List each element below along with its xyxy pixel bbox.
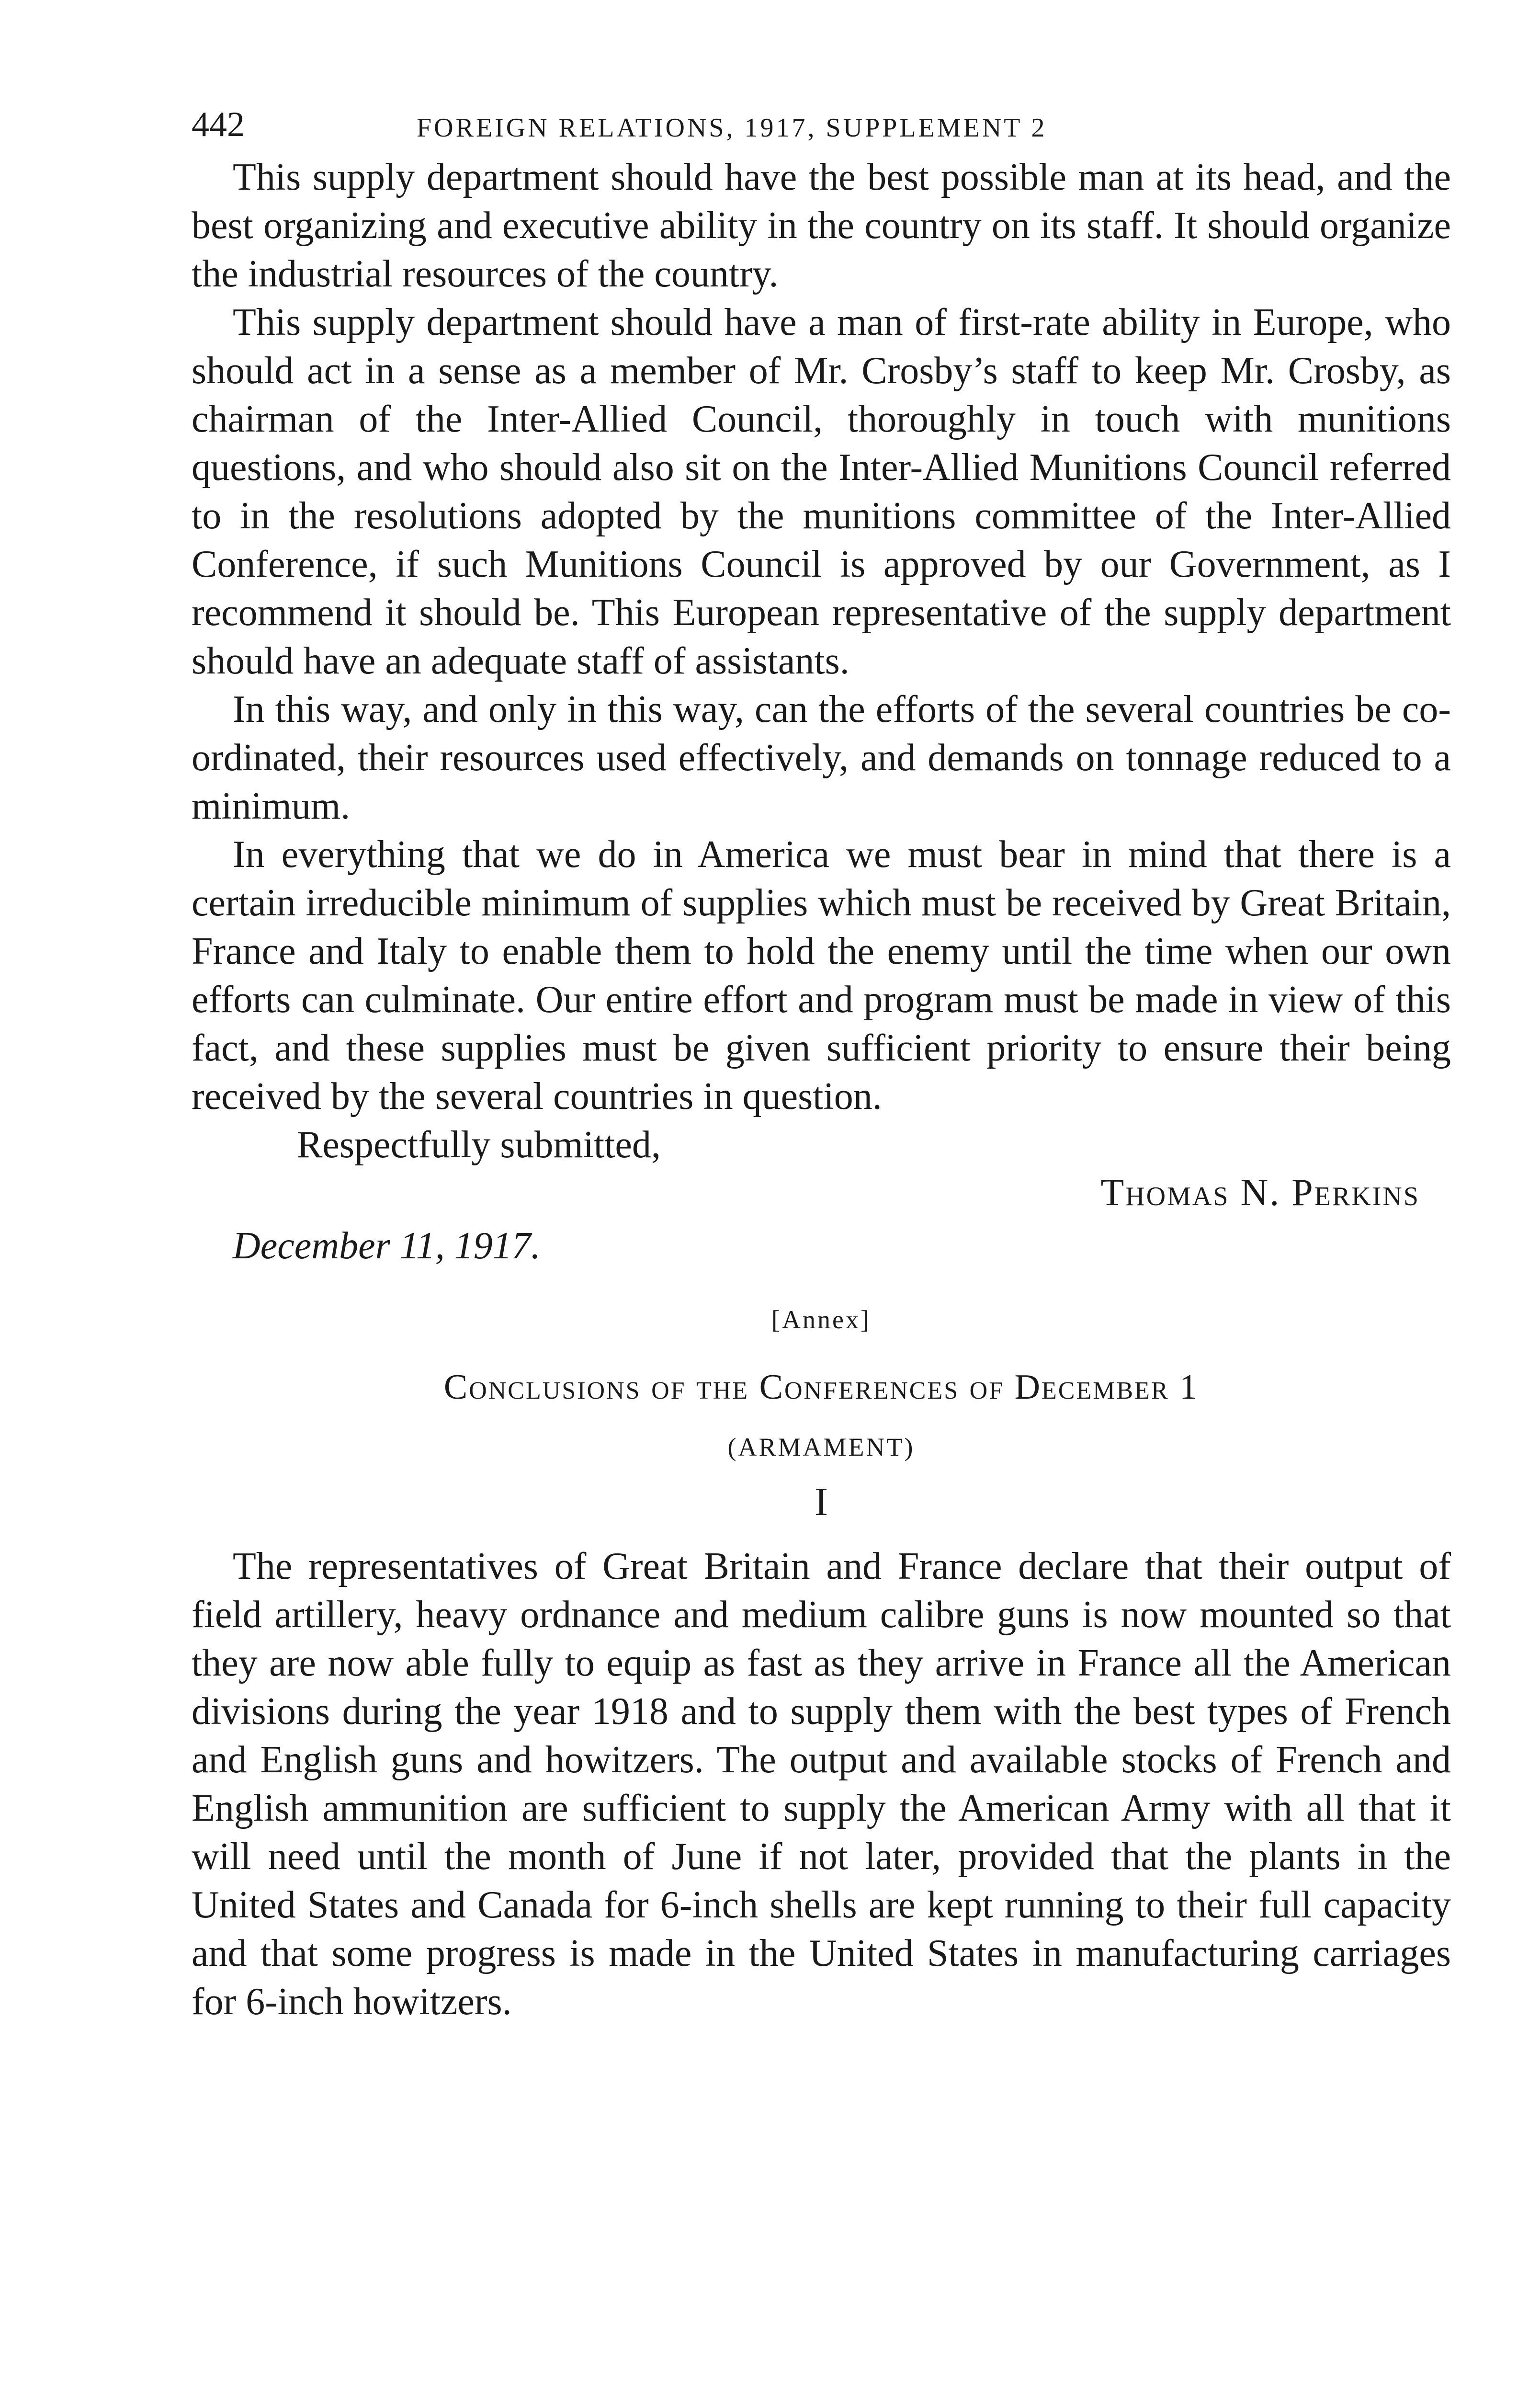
running-title: FOREIGN RELATIONS, 1917, SUPPLEMENT 2 xyxy=(417,113,1047,143)
signoff: Respectfully submitted, xyxy=(297,1124,661,1166)
body-paragraph: This supply department should have the best possible man at its head, and the best organizing and executive ability in the country on its staff. It should organize the industrial resources of the country. xyxy=(192,156,1451,295)
body-paragraph: In everything that we do in America we must bear in mind that there is a certain irreducible minimum of supplies which must be received by Great Britain, France and Italy to enable them to hold the enemy until the time when our own efforts can culminate. Our entire effort and program must be made in view of this fact, and these supplies must be given sufficient priority to ensure their being received by the several countries in question. xyxy=(192,833,1451,1118)
body-paragraph: This supply department should have a man of first-rate ability in Europe, who should act in a sense as a member of Mr. Crosby’s staff to keep Mr. Crosby, as chairman of the Inter-Allied Council, thoroughly in touch with munitions questions, and who should also sit on the Inter-Allied Munitions Council referred to in the resolutions adopted by the munitions committee of the Inter-Allied Conference, if such Munitions Council is approved by our Government, as I recommend it should be. This European representative of the supply department should have an adequate staff of assistants. xyxy=(192,301,1451,682)
annex-subtitle: (ARMAMENT) xyxy=(727,1433,915,1461)
page-number: 442 xyxy=(192,105,245,144)
annex-paragraph: The representatives of Great Britain and France declare that their output of field artillery, heavy ordnance and medium calibre guns is now mounted so that they are now able fully to equip as fast as they arrive in France all the American divisions during the year 1918 and to supply them with the best types of French and English guns and howitzers. The output and available stocks of French and English ammunition are sufficient to supply the American Army with all that it will need until the month of June if not later, provided that the plants in the United States and Canada for 6-inch shells are kept running to their full capacity and that some progress is made in the United States in manufacturing carriages for 6-inch howitzers. xyxy=(192,1545,1451,2023)
running-header xyxy=(192,101,1451,153)
body-paragraph: In this way, and only in this way, can the efforts of the several countries be co-ordinated, their resources used effectively, and demands on tonnage reduced to a minimum. xyxy=(192,688,1451,827)
annex-label: [Annex] xyxy=(771,1305,871,1334)
section-numeral: I xyxy=(815,1480,828,1524)
annex-title: Conclusions of the Conferences of December 1 xyxy=(443,1368,1199,1407)
letter-date: December 11, 1917. xyxy=(233,1225,541,1267)
document-page xyxy=(192,101,1451,2026)
signer-name: Thomas N. Perkins xyxy=(1100,1172,1420,1214)
